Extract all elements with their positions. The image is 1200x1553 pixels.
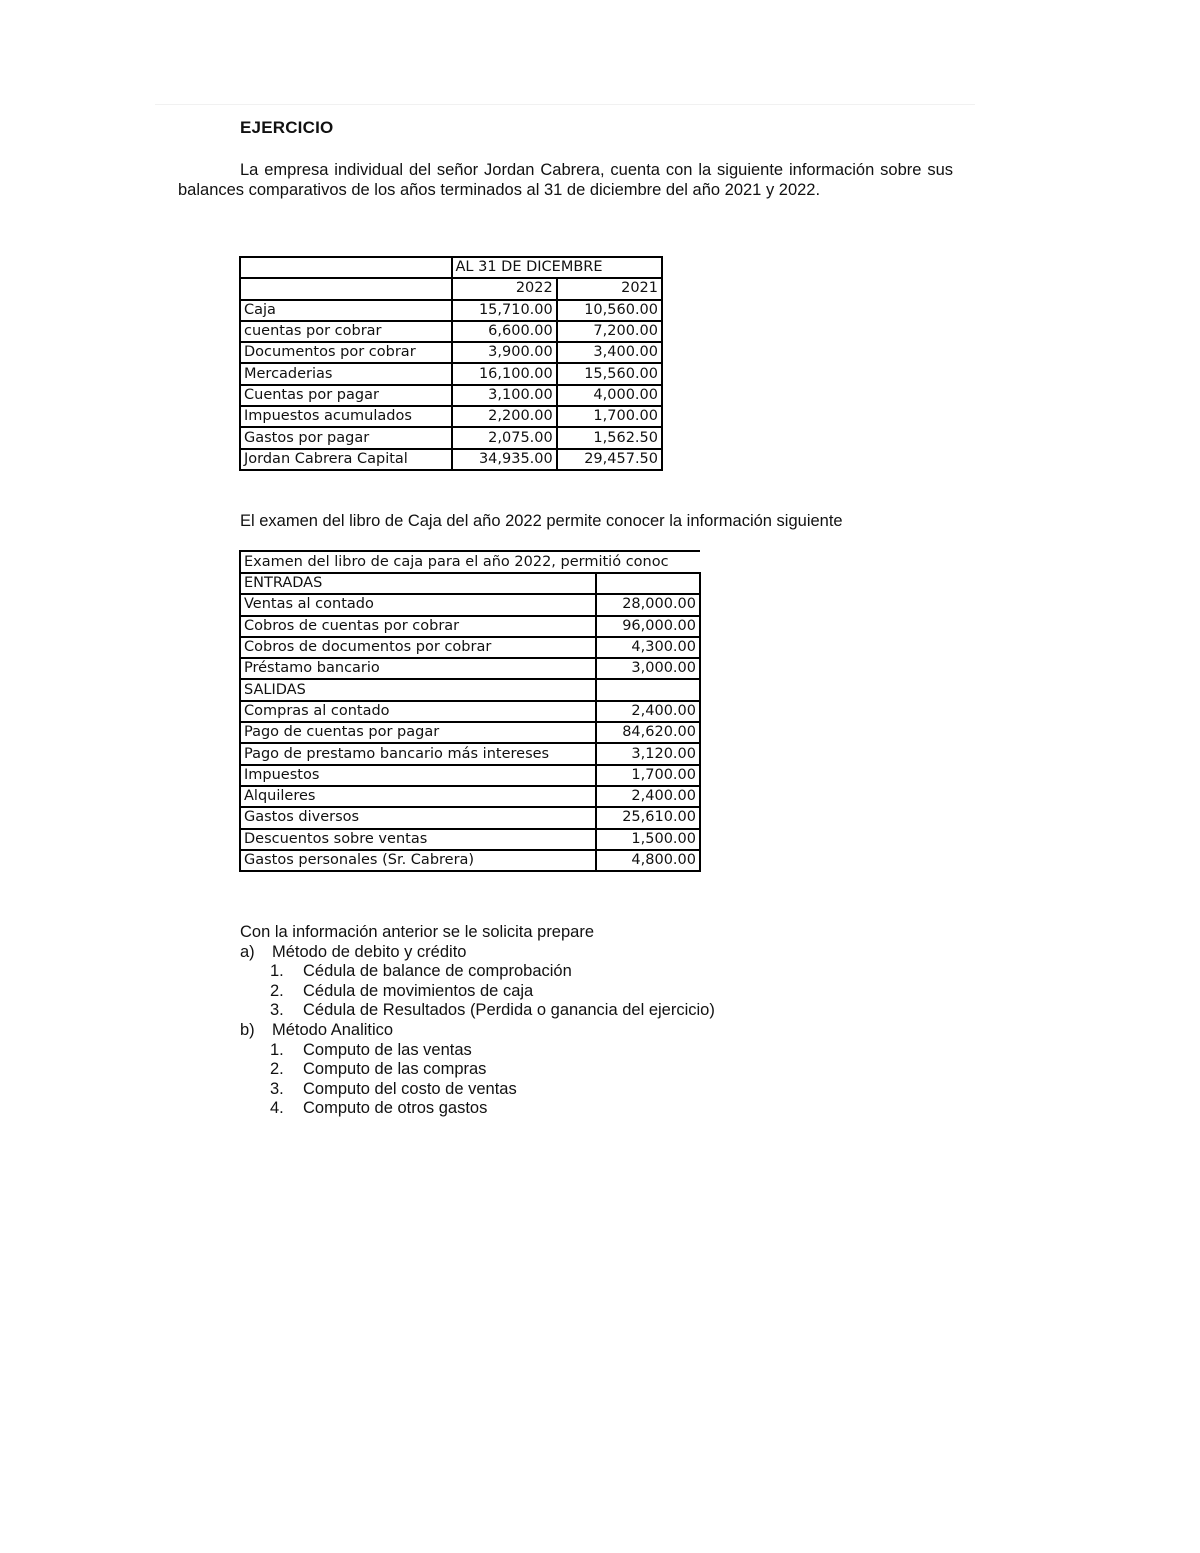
- cash-book-row: [240, 658, 700, 679]
- cash-book-table: [239, 550, 701, 872]
- cash-item-label: Alquileres: [240, 786, 596, 807]
- cash-item-value: 25,610.00: [596, 807, 700, 828]
- value-2022: 3,900.00: [452, 342, 557, 363]
- request-a-label: Método de debito y crédito: [272, 942, 467, 961]
- balance-row: [240, 300, 662, 321]
- cash-item-value: [596, 679, 700, 700]
- value-2021: 15,560.00: [557, 363, 662, 384]
- cash-item-label: Gastos personales (Sr. Cabrera): [240, 850, 596, 871]
- cash-book-intro: El examen del libro de Caja del año 2022 permite conocer la información siguiente: [240, 512, 843, 530]
- cash-item-label: ENTRADAS: [240, 573, 596, 594]
- sub-item-number: 4.: [270, 1099, 284, 1118]
- value-2021: 7,200.00: [557, 321, 662, 342]
- cash-item-label: Gastos diversos: [240, 807, 596, 828]
- cash-book-row: [240, 786, 700, 807]
- balance-years-row: [240, 278, 662, 299]
- request-sub-item: [240, 1080, 715, 1100]
- balance-row: [240, 385, 662, 406]
- balance-row: [240, 427, 662, 448]
- sub-item-text: Computo del costo de ventas: [303, 1079, 517, 1098]
- balance-row: [240, 449, 662, 470]
- cash-book-row: [240, 573, 700, 594]
- cash-item-label: Préstamo bancario: [240, 658, 596, 679]
- value-2021: 1,700.00: [557, 406, 662, 427]
- request-a: [240, 943, 715, 963]
- sub-item-number: 1.: [270, 962, 284, 981]
- cash-item-label: Cobros de documentos por cobrar: [240, 637, 596, 658]
- request-sub-item: [240, 962, 715, 982]
- account-label: cuentas por cobrar: [240, 321, 452, 342]
- cash-book-row: [240, 850, 700, 871]
- sub-item-number: 2.: [270, 981, 284, 1000]
- value-2021: 1,562.50: [557, 427, 662, 448]
- intro-rest: sobre sus balances comparativos de los años terminados al 31 de diciembre del año 2021 y 2022.: [178, 161, 954, 199]
- sub-item-text: Cédula de Resultados (Perdida o ganancia del ejercicio): [303, 1001, 715, 1020]
- account-label: Mercaderias: [240, 363, 452, 384]
- cash-item-value: 2,400.00: [596, 701, 700, 722]
- page-top-rule: [155, 104, 975, 105]
- value-2021: 10,560.00: [557, 300, 662, 321]
- cash-item-label: Descuentos sobre ventas: [240, 829, 596, 850]
- sub-item-text: Computo de las compras: [303, 1060, 487, 1079]
- sub-item-number: 1.: [270, 1040, 284, 1059]
- intro-paragraph: [178, 160, 953, 200]
- cash-item-value: 1,500.00: [596, 829, 700, 850]
- cash-book-row: [240, 637, 700, 658]
- cash-item-label: Pago de prestamo bancario más intereses: [240, 743, 596, 764]
- cash-item-label: Compras al contado: [240, 701, 596, 722]
- year-2022-header: 2022: [452, 278, 557, 299]
- request-b-items: [240, 1041, 715, 1119]
- cash-item-value: 3,000.00: [596, 658, 700, 679]
- request-sub-item: [240, 1060, 715, 1080]
- sub-item-text: Computo de las ventas: [303, 1040, 472, 1059]
- account-label: Cuentas por pagar: [240, 385, 452, 406]
- cash-item-value: 2,400.00: [596, 786, 700, 807]
- blank-cell: [240, 257, 452, 278]
- cash-item-label: Ventas al contado: [240, 594, 596, 615]
- cash-book-row: [240, 743, 700, 764]
- value-2021: 3,400.00: [557, 342, 662, 363]
- request-b-mark: b): [240, 1020, 255, 1039]
- cash-book-row: [240, 594, 700, 615]
- blank-cell: [240, 278, 452, 299]
- value-2022: 3,100.00: [452, 385, 557, 406]
- value-2021: 4,000.00: [557, 385, 662, 406]
- cash-book-row: [240, 701, 700, 722]
- request-sub-item: [240, 1099, 715, 1119]
- value-2022: 6,600.00: [452, 321, 557, 342]
- sub-item-text: Computo de otros gastos: [303, 1099, 488, 1118]
- cash-item-value: 4,300.00: [596, 637, 700, 658]
- value-2022: 15,710.00: [452, 300, 557, 321]
- cash-book-row: [240, 765, 700, 786]
- value-2022: 16,100.00: [452, 363, 557, 384]
- sub-item-number: 3.: [270, 1001, 284, 1020]
- account-label: Documentos por cobrar: [240, 342, 452, 363]
- cash-item-value: 84,620.00: [596, 722, 700, 743]
- cash-item-value: 1,700.00: [596, 765, 700, 786]
- sub-item-text: Cédula de balance de comprobación: [303, 962, 572, 981]
- cash-item-value: 28,000.00: [596, 594, 700, 615]
- value-2022: 2,200.00: [452, 406, 557, 427]
- sub-item-number: 2.: [270, 1060, 284, 1079]
- exercise-title: EJERCICIO: [240, 118, 334, 137]
- request-sub-item: [240, 1001, 715, 1021]
- requests-intro: Con la información anterior se le solicita prepare: [240, 923, 595, 941]
- intro-first-line: La empresa individual del señor Jordan Cabrera, cuenta con la siguiente información: [240, 161, 875, 179]
- cash-book-row: [240, 722, 700, 743]
- balance-row: [240, 406, 662, 427]
- cash-item-label: Pago de cuentas por pagar: [240, 722, 596, 743]
- cash-item-value: 4,800.00: [596, 850, 700, 871]
- balance-row: [240, 321, 662, 342]
- value-2022: 34,935.00: [452, 449, 557, 470]
- requests-section: [240, 923, 715, 1119]
- cash-book-caption-row: [240, 551, 700, 573]
- cash-item-label: Cobros de cuentas por cobrar: [240, 616, 596, 637]
- cash-book-caption: Examen del libro de caja para el año 2022, permitió conoc: [240, 551, 700, 573]
- balance-row: [240, 342, 662, 363]
- request-a-mark: a): [240, 942, 255, 961]
- sub-item-number: 3.: [270, 1079, 284, 1098]
- cash-item-label: SALIDAS: [240, 679, 596, 700]
- account-label: Caja: [240, 300, 452, 321]
- request-sub-item: [240, 1041, 715, 1061]
- cash-item-value: [596, 573, 700, 594]
- value-2021: 29,457.50: [557, 449, 662, 470]
- value-2022: 2,075.00: [452, 427, 557, 448]
- cash-item-value: 3,120.00: [596, 743, 700, 764]
- balance-date-header: AL 31 DE DICEMBRE: [452, 257, 663, 278]
- account-label: Impuestos acumulados: [240, 406, 452, 427]
- cash-book-row: [240, 616, 700, 637]
- balance-row: [240, 363, 662, 384]
- request-b: [240, 1021, 715, 1041]
- cash-item-value: 96,000.00: [596, 616, 700, 637]
- cash-book-row: [240, 807, 700, 828]
- request-sub-item: [240, 982, 715, 1002]
- account-label: Gastos por pagar: [240, 427, 452, 448]
- cash-book-row: [240, 829, 700, 850]
- sub-item-text: Cédula de movimientos de caja: [303, 981, 534, 1000]
- cash-book-row: [240, 679, 700, 700]
- balance-header-row: [240, 257, 662, 278]
- account-label: Jordan Cabrera Capital: [240, 449, 452, 470]
- cash-item-label: Impuestos: [240, 765, 596, 786]
- year-2021-header: 2021: [557, 278, 662, 299]
- request-b-label: Método Analitico: [272, 1020, 394, 1039]
- balance-comparative-table: [239, 256, 663, 471]
- request-a-items: [240, 962, 715, 1021]
